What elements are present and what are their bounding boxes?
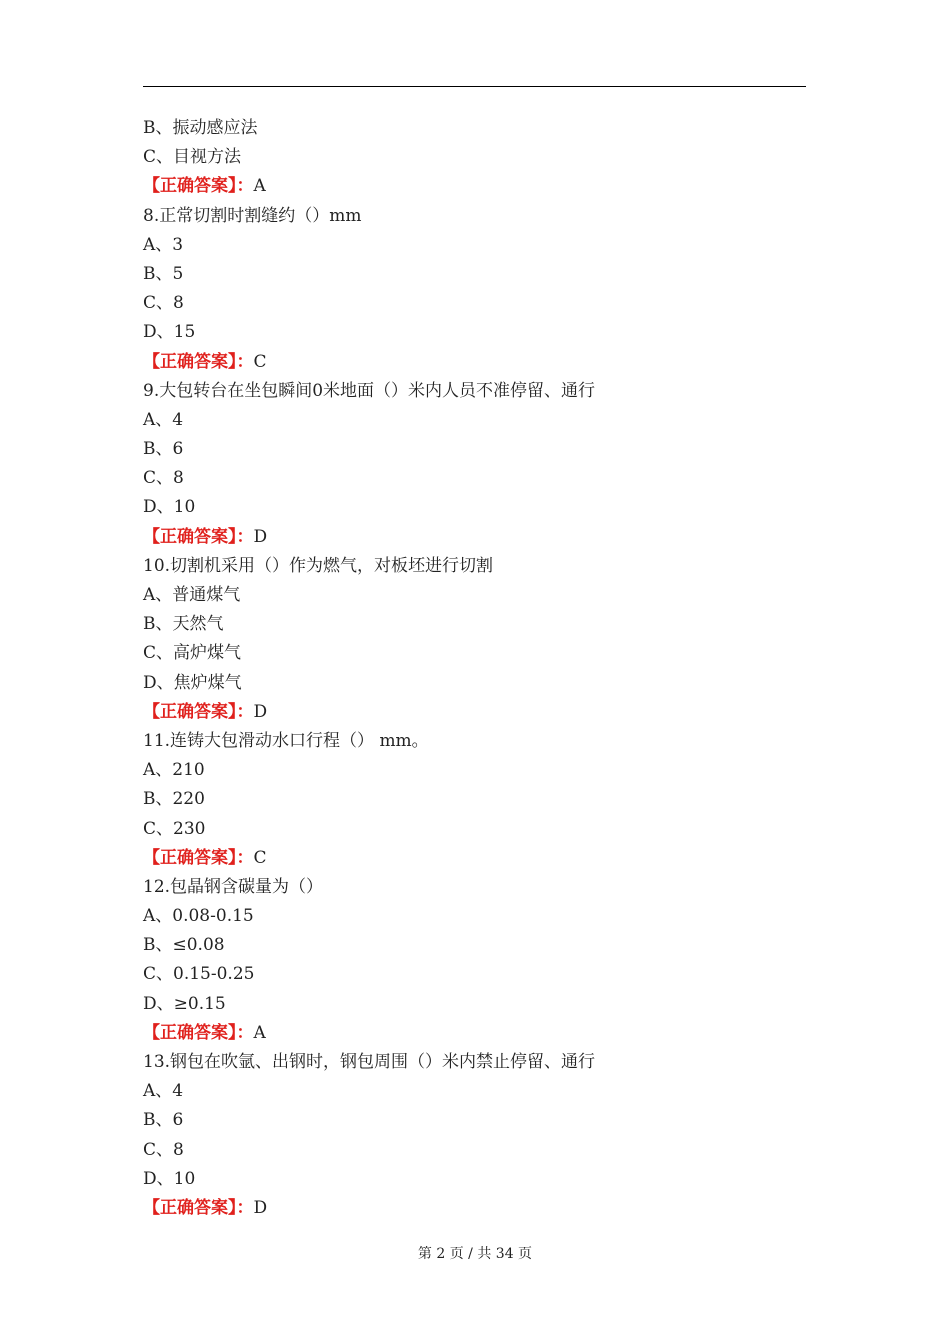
answer-line [143,844,813,873]
option-text: A、普通煤气 [143,585,241,605]
answer-line [143,523,813,552]
answer-value: C [253,351,267,372]
answer-label: 【正确答案】： [143,176,254,197]
option-text: A、4 [143,1081,184,1102]
answer-label: 【正确答案】： [143,1022,254,1043]
answer-value: A [253,176,266,197]
answer-value: D [253,526,268,547]
option-text: C、8 [143,293,184,314]
option-text: B、6 [143,1110,184,1131]
option-text: A、0.08-0.15 [143,906,254,927]
answer-value: A [253,1022,266,1043]
option-text: C、0.15-0.25 [143,964,255,985]
option-text: C、230 [143,818,206,839]
question-text: 10.切割机采用（）作为燃气，对板坯进行切割 [143,555,494,576]
option-text: D、10 [143,1168,196,1189]
option-text: D、15 [143,322,196,343]
option-text: C、高炉煤气 [143,643,242,664]
question-text: 13.钢包在吹氩、出钢时，钢包周围（）米内禁止停留、通行 [143,1052,596,1072]
option-text: A、4 [143,409,184,430]
option-text: B、6 [143,439,184,460]
header-rule [143,86,806,87]
answer-label: 【正确答案】： [143,526,254,547]
answer-value: D [253,701,268,722]
answer-line [143,1019,813,1048]
answer-value: C [253,847,267,868]
option-text: B、振动感应法 [143,118,258,138]
answer-value: D [253,1197,268,1218]
option-text: D、10 [143,497,196,518]
answer-line [143,1194,813,1223]
option-text: D、≥0.15 [143,993,226,1014]
option-text: D、焦炉煤气 [143,672,242,693]
answer-label: 【正确答案】： [143,701,254,722]
answer-label: 【正确答案】： [143,847,254,868]
answer-label: 【正确答案】： [143,351,254,372]
option-text: B、220 [143,789,205,810]
question-text: 11.连铸大包滑动水口行程（） mm。 [143,730,429,751]
option-text: C、目视方法 [143,147,242,168]
question-text: 9.大包转台在坐包瞬间0米地面（）米内人员不准停留、通行 [143,380,596,401]
answer-line [143,172,813,201]
question-text: 12.包晶钢含碳量为（） [143,876,324,897]
page-footer: 第 2 页 / 共 34 页 [417,1246,533,1262]
option-text: A、3 [143,234,184,255]
option-text: B、5 [143,263,184,284]
option-text: C、8 [143,468,184,489]
document-body [143,114,813,1223]
answer-label: 【正确答案】： [143,1197,254,1218]
option-text: B、≤0.08 [143,935,225,956]
answer-line [143,348,813,377]
option-text: A、210 [143,760,205,781]
question-text: 8.正常切割时割缝约（）mm [143,205,362,226]
option-text: B、天然气 [143,614,224,635]
option-text: C、8 [143,1139,184,1160]
answer-line [143,698,813,727]
